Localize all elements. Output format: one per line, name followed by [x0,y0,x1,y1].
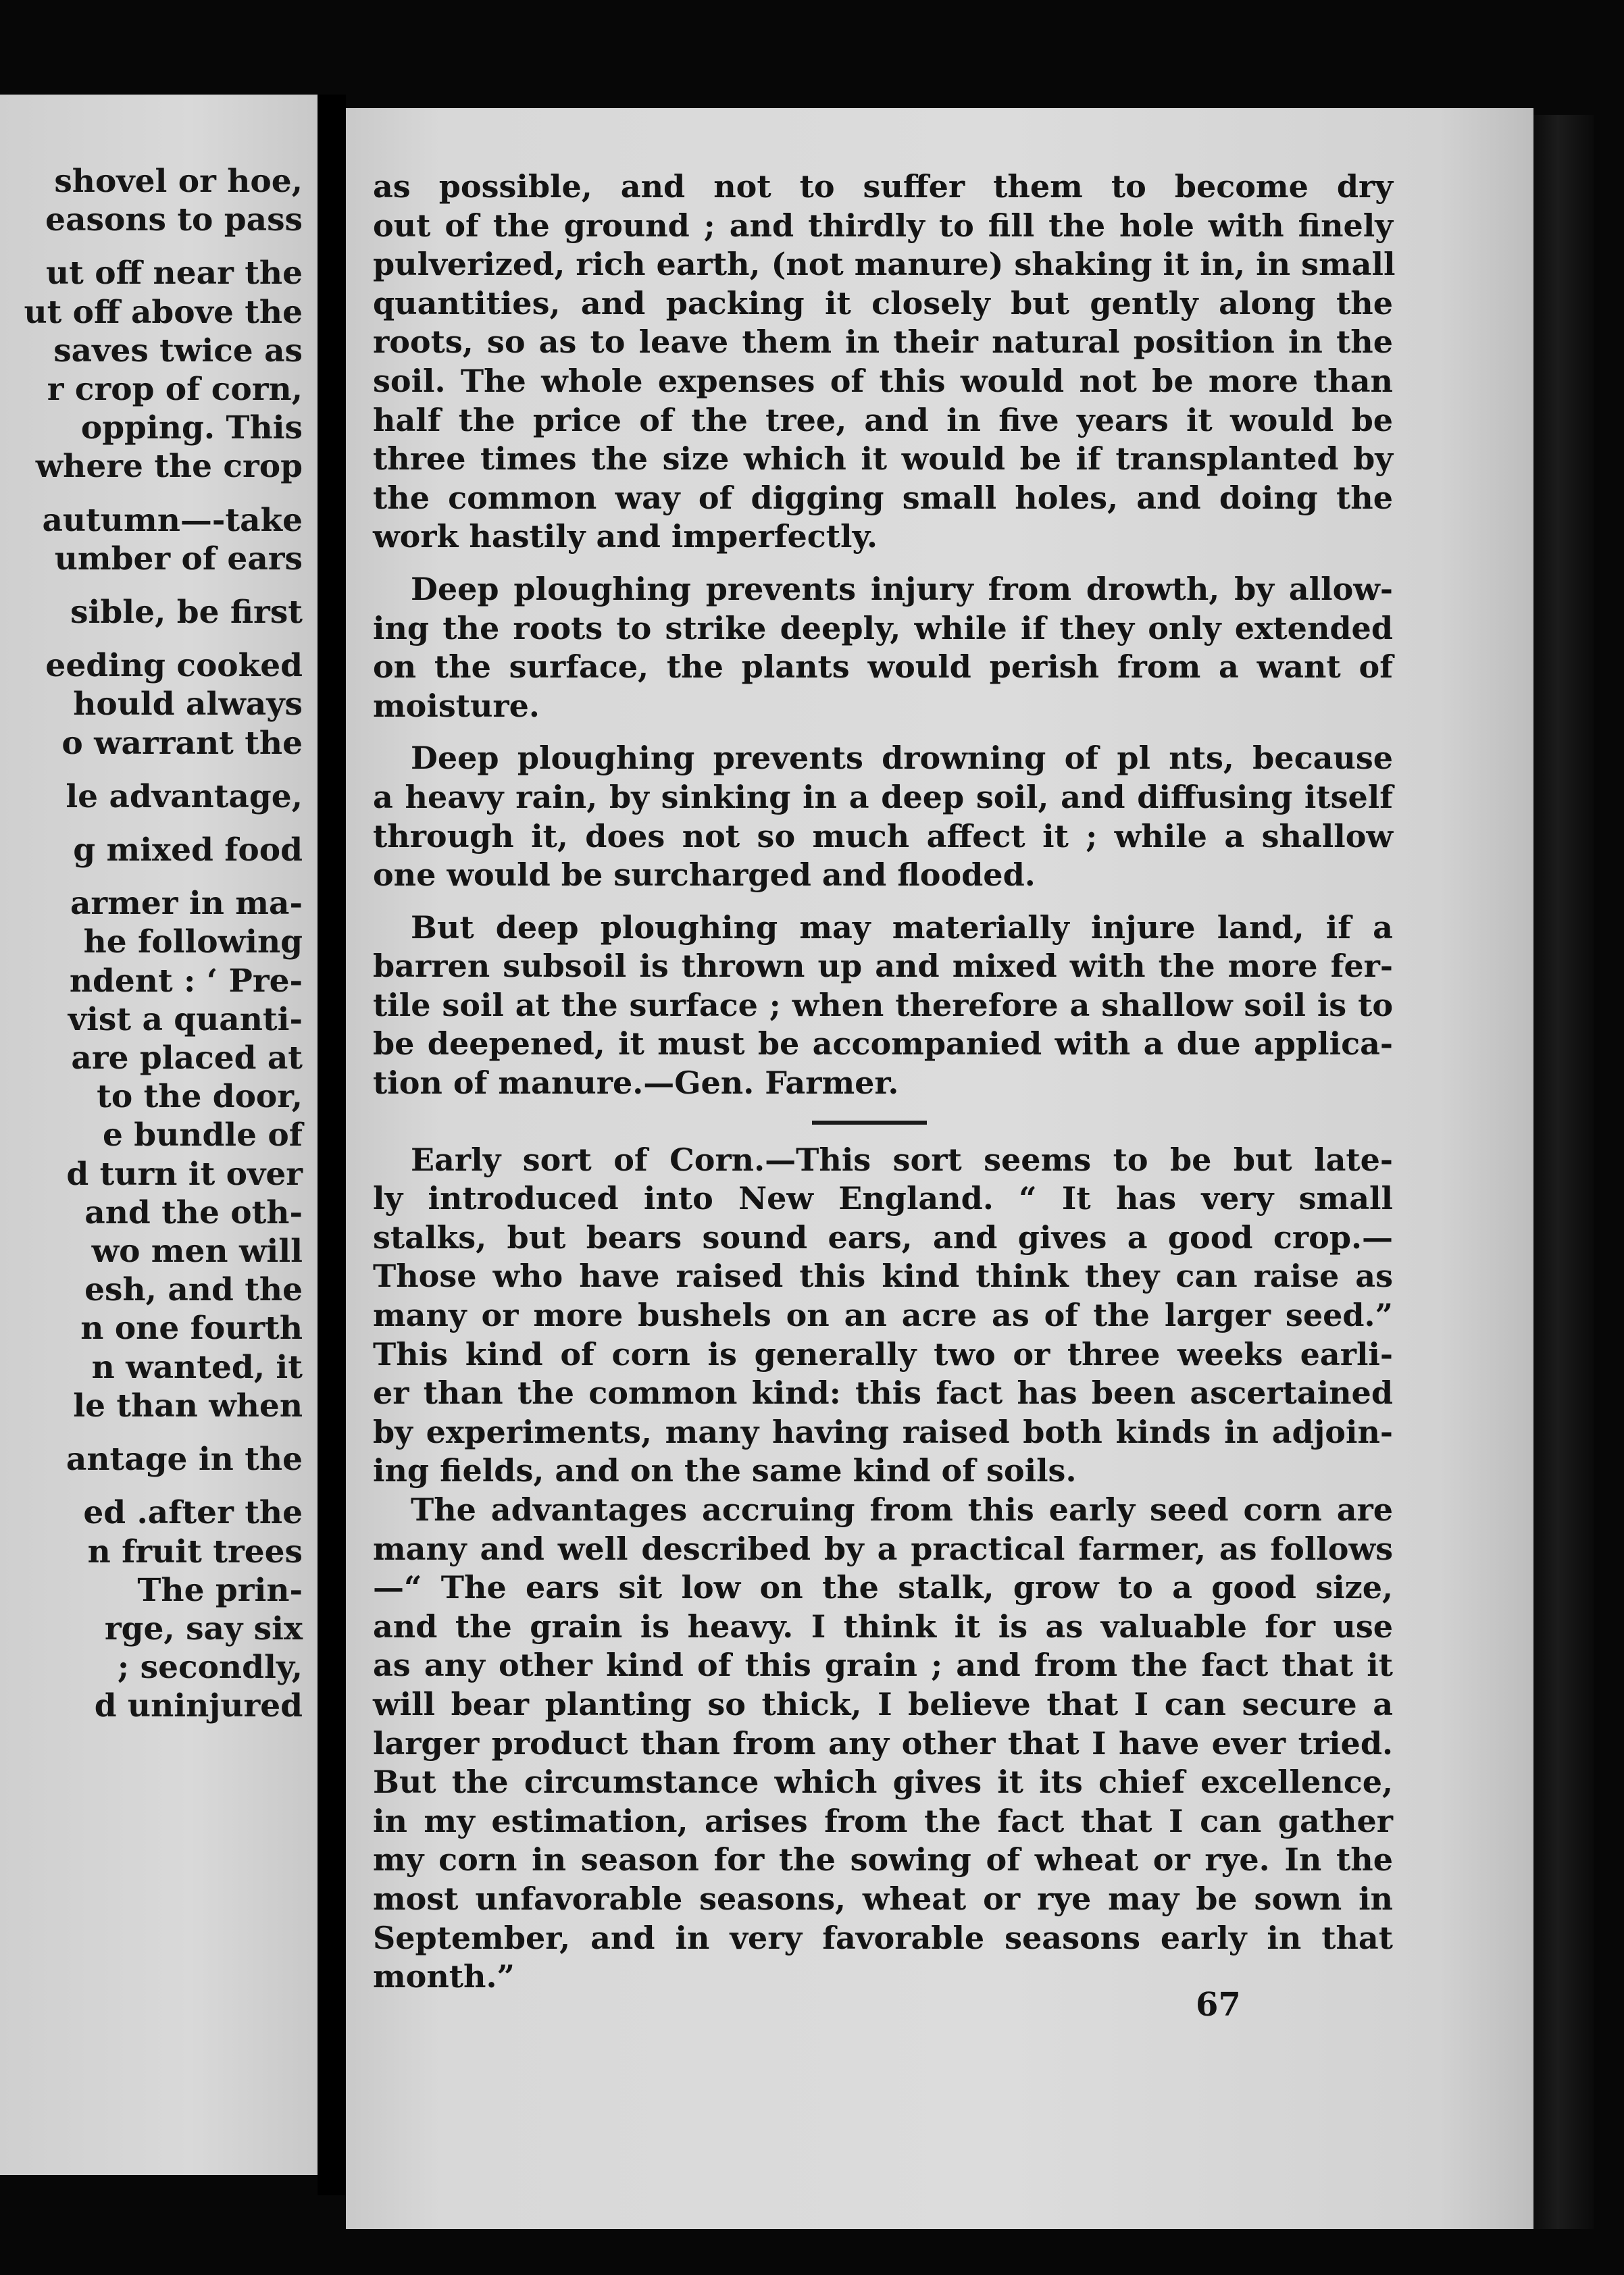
text-line: But the circumstance which gives it its chief excellence, [373,1764,1393,1801]
text-line: moisture. [373,687,540,724]
left-page-line: autumn—-take [42,501,303,539]
text-line: through it, does not so much affect it ; while a shallow [373,817,1393,854]
text-line: will bear planting so thick, I believe that I can secure a [373,1685,1393,1722]
left-page-line: antage in the [66,1441,303,1479]
left-line-gap [0,763,303,777]
left-page-line: d uninjured [94,1687,303,1725]
left-page-line: opping. This [80,409,303,447]
left-page-line: d turn it over [66,1155,303,1193]
left-line-gap [0,816,303,831]
text-line: be deepened, it must be accompanied with a due applica- [373,1025,1393,1063]
left-page-line: saves twice as [53,332,303,369]
main-page-text [373,168,1396,1997]
left-page-line: le advantage, [66,777,303,815]
text-line: tion of manure.—Gen. Farmer. [373,1065,899,1102]
left-page-line: g mixed food [73,832,303,869]
text-line: Deep ploughing prevents injury from drowth, by allow- [411,570,1393,607]
paragraph-early-corn [373,1141,1393,1491]
left-page-line: o warrant the [61,724,303,762]
left-page-line: n one fourth [80,1310,303,1348]
text-line: out of the ground ; and thirdly to fill the hole with finely [373,207,1393,244]
paragraph-advantages [373,1491,1393,1997]
left-line-gap [0,486,303,501]
left-page-line: umber of ears [54,540,303,578]
text-line: barren subsoil is thrown up and mixed with the more fer- [373,948,1393,985]
left-line-gap [0,239,303,254]
text-line: on the surface, the plants would perish from a want of [373,648,1393,686]
left-page-line: easons to pass [45,201,303,239]
left-page-line: r crop of corn, [47,371,303,409]
text-line: three times the size which it would be if transplanted by [373,440,1393,478]
paragraph-subsoil [373,909,1393,1103]
text-line: as possible, and not to suffer them to become dry [373,168,1393,205]
text-line: This kind of corn is generally two or three weeks earli- [373,1335,1393,1373]
left-page-line: and the oth- [84,1194,303,1231]
text-line: in my estimation, arises from the fact that I can gather [373,1802,1393,1839]
page-edge-shadow [1533,115,1594,2229]
left-page-line: ndent : ‘ Pre- [69,962,303,1000]
left-page-line: hould always [73,686,303,723]
left-page-line: armer in ma- [70,885,303,923]
left-page-line: shovel or hoe, [54,163,303,200]
text-line: the common way of digging small holes, and doing the [373,479,1393,516]
text-line: most unfavorable seasons, wheat or rye may be sown in [373,1880,1393,1917]
left-line-gap [0,1425,303,1440]
text-line: But deep ploughing may materially injure land, if a [411,909,1393,946]
section-divider [812,1121,927,1125]
left-page-line: he following [83,923,303,961]
left-page-line: rge, say six [104,1610,303,1647]
left-page-line: where the crop [35,448,303,486]
text-line: larger product than from any other that I have ever tried. [373,1724,1393,1762]
left-page-line: sible, be first [70,594,303,632]
text-line: er than the common kind: this fact has been ascertained [373,1375,1393,1412]
left-page-line: wo men will [91,1233,303,1271]
left-line-gap [0,869,303,884]
right-page [346,108,1533,2229]
text-line: ly introduced into New England. “ It has very small [373,1180,1393,1217]
paragraph-drowning [373,739,1393,894]
left-page-line: ed .after the [83,1494,303,1532]
left-line-gap [0,632,303,646]
text-line: half the price of the tree, and in five years it would be [373,401,1393,438]
left-page-line: le than when [73,1387,303,1425]
left-page-line: ut off near the [46,255,303,292]
left-page-line: n wanted, it [91,1348,303,1386]
text-line: one would be surcharged and flooded. [373,857,1036,894]
text-line: as any other kind of this grain ; and from the fact that it [373,1647,1393,1684]
text-line: ing the roots to strike deeply, while if they only extended [373,609,1393,646]
left-page-line: eeding cooked [45,647,303,685]
text-line: by experiments, many having raised both kinds in adjoin- [373,1413,1393,1450]
text-line: Deep ploughing prevents drowning of pl nts, because [411,740,1393,777]
left-page [0,95,318,2175]
text-line: and the grain is heavy. I think it is as valuable for use [373,1608,1393,1645]
text-line: —“ The ears sit low on the stalk, grow to a good size, [373,1569,1393,1606]
left-page-line: vist a quanti- [68,1000,303,1038]
text-line: month.” [373,1958,515,1995]
book-gutter [318,95,346,2195]
text-line: my corn in season for the sowing of wheat or rye. In the [373,1841,1393,1878]
text-line: The advantages accruing from this early seed corn are [411,1491,1393,1528]
text-line: work hastily and imperfectly. [373,518,878,555]
text-line: Those who have raised this kind think they can raise as [373,1258,1393,1295]
text-line: a heavy rain, by sinking in a deep soil, and diffusing itself [373,778,1393,815]
text-line: quantities, and packing it closely but gently along the [373,284,1393,322]
text-line: September, and in very favorable seasons early in that [373,1919,1393,1956]
left-page-line: are placed at [71,1040,303,1077]
left-page-line: e bundle of [102,1117,303,1154]
text-line: pulverized, rich earth, (not manure) shaking it in, in small [373,246,1396,283]
left-line-gap [0,578,303,593]
text-line: tile soil at the surface ; when therefore a shallow soil is to [373,986,1393,1023]
text-line: stalks, but bears sound ears, and gives a good crop.— [373,1219,1393,1256]
paragraph-drowth [373,570,1393,725]
left-page-line: to the door, [97,1078,303,1116]
text-line: roots, so as to leave them in their natural position in the [373,324,1393,361]
paragraph-transplanting [373,168,1396,557]
text-line: many or more bushels on an acre as of the larger seed.” [373,1297,1393,1334]
text-line: soil. The whole expenses of this would not be more than [373,362,1393,399]
left-page-line: ut off above the [24,293,303,331]
left-line-gap [0,1479,303,1493]
left-page-line: esh, and the [84,1271,303,1309]
left-page-text [0,162,303,1726]
page-number: 67 [1196,1986,1241,2024]
text-line: ing fields, and on the same kind of soils. [373,1452,1077,1489]
left-page-line: The prin- [137,1571,303,1609]
left-page-line: ; secondly, [117,1649,303,1687]
text-line: many and well described by a practical farmer, as follows [373,1530,1393,1567]
text-line: Early sort of Corn.—This sort seems to be but late- [411,1141,1393,1178]
left-page-line: n fruit trees [87,1533,303,1570]
